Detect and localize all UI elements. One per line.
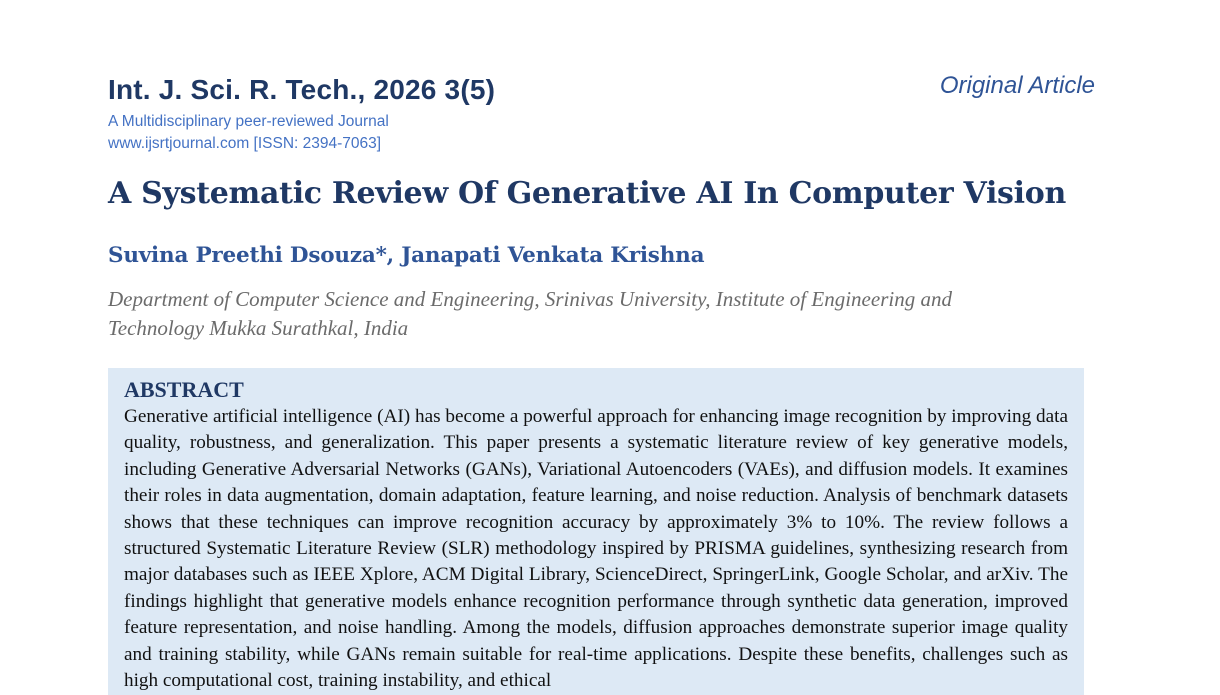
abstract-section xyxy=(108,368,1084,695)
abstract-heading: ABSTRACT xyxy=(124,377,244,402)
paper-title: A Systematic Review Of Generative AI In Computer Vision xyxy=(108,176,1066,211)
journal-website-issn[interactable]: www.ijsrtjournal.com [ISSN: 2394-7063] xyxy=(108,135,382,152)
paper-authors: Suvina Preethi Dsouza*, Janapati Venkata Krishna xyxy=(108,243,705,268)
author-affiliation: Department of Computer Science and Engineering, Srinivas University, Institute of Engineering and Technology Mukka Surathkal, India xyxy=(108,287,952,340)
journal-subtitle: A Multidisciplinary peer-reviewed Journal xyxy=(108,113,389,130)
journal-title: Int. J. Sci. R. Tech., 2026 3(5) xyxy=(108,74,496,105)
article-type-label: Original Article xyxy=(939,72,1095,99)
abstract-text: Generative artificial intelligence (AI) has become a powerful approach for enhancing image recognition by improving data quality, robustness, and generalization. This paper presents a systematic literature review of key generative models, including Generative Adversarial Networks (GANs), Variational Autoencoders (VAEs), and diffusion models. It examines their roles in data augmentation, domain adaptation, feature learning, and noise reduction. Analysis of benchmark datasets shows that these techniques can improve recognition accuracy by approximately 3% to 10%. The review follows a structured Systematic Literature Review (SLR) methodology inspired by PRISMA guidelines, synthesizing research from major databases such as IEEE Xplore, ACM Digital Library, ScienceDirect, SpringerLink, Google Scholar, and arXiv. The findings highlight that generative models enhance recognition performance through synthetic data generation, improved feature representation, and noise handling. Among the models, diffusion approaches demonstrate superior image quality and training stability, while GANs remain suitable for real-time applications. Despite these benefits, challenges such as high computational cost, training instability, and ethical xyxy=(124,406,1068,692)
